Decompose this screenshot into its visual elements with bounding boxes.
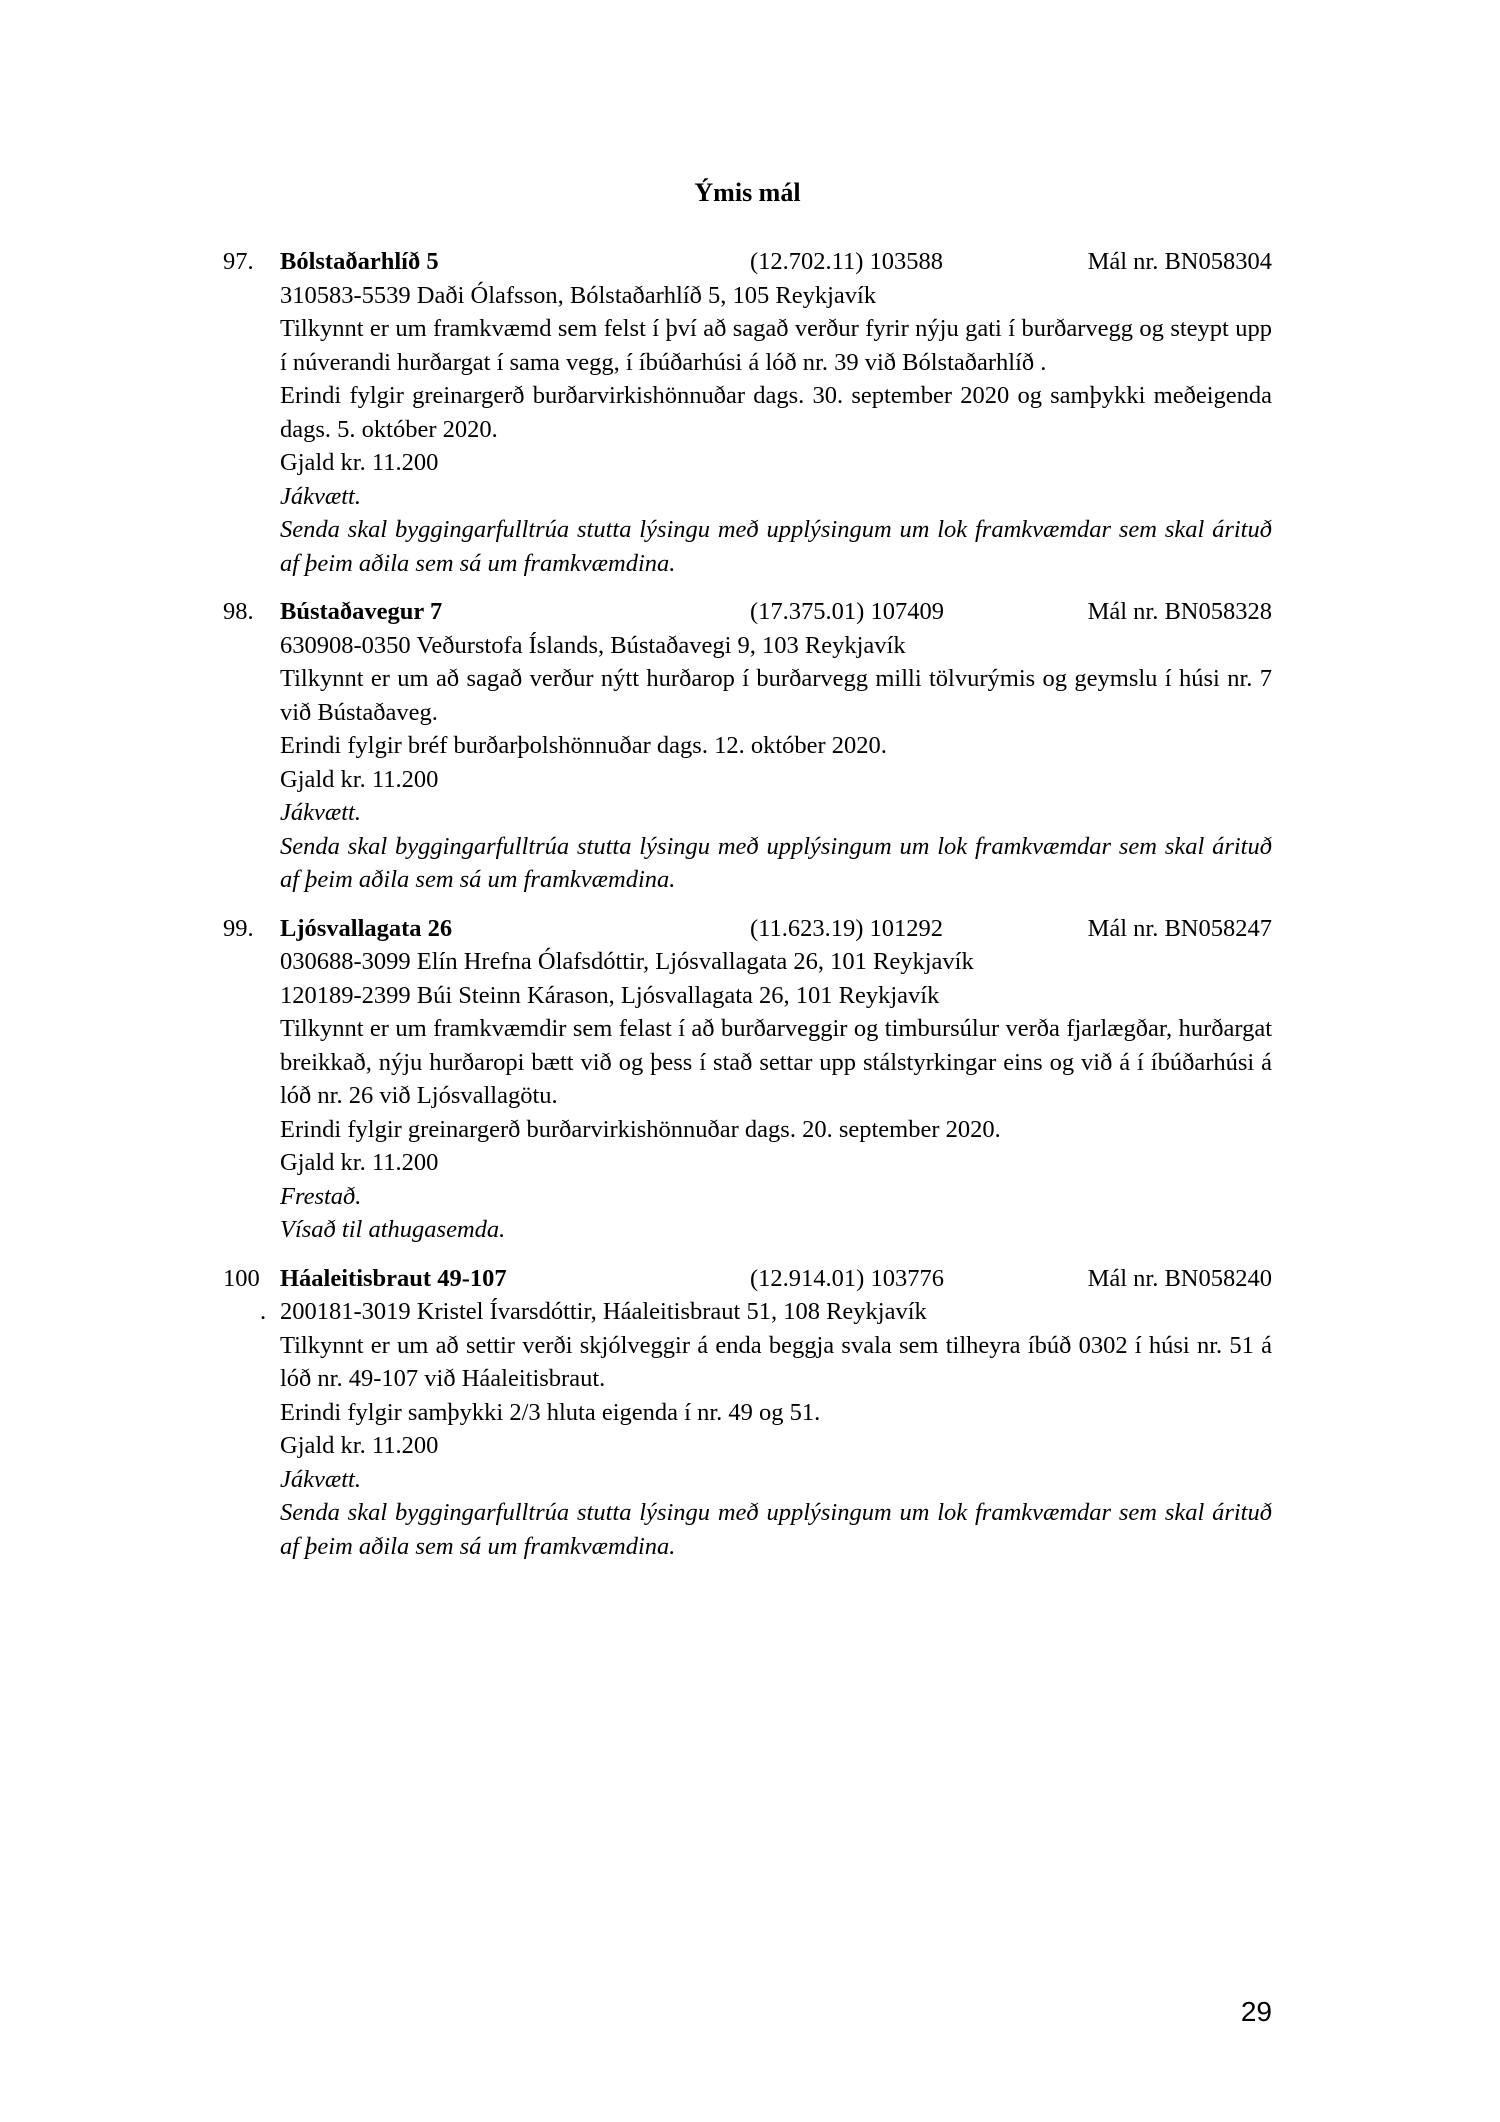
entry-case-number: Mál nr. BN058240 — [1087, 1264, 1272, 1292]
entry-attachment-note: Erindi fylgir bréf burðarþolshönnuðar dags. 12. október 2020. — [280, 732, 887, 759]
case-entry-98 — [223, 595, 1272, 897]
entry-decision: Frestað. — [280, 1182, 362, 1210]
entry-address: Bústaðavegur 7 — [280, 598, 443, 625]
entry-decision: Vísað til athugasemda. — [280, 1216, 506, 1243]
entry-case-number: Mál nr. BN058247 — [1087, 914, 1272, 942]
entry-case-number: Mál nr. BN058328 — [1087, 598, 1272, 625]
entry-index: 100 . — [223, 1262, 280, 1564]
entry-reference-number: (11.623.19) 101292 — [750, 914, 944, 942]
entry-index: 98. — [223, 598, 254, 625]
entry-fee: Gjald kr. 11.200 — [280, 449, 439, 476]
entry-reference-number: (12.914.01) 103776 — [750, 1264, 944, 1292]
entry-party-line: 630908-0350 Veðurstofa Íslands, Bústaðavegi 9, 103 Reykjavík — [280, 631, 906, 659]
entry-reference-number: (12.702.11) 103588 — [750, 248, 944, 275]
entry-party-line: 120189-2399 Búi Steinn Kárason, Ljósvallagata 26, 101 Reykjavík — [280, 981, 940, 1009]
entry-description: Tilkynnt er um framkvæmdir sem felast í að burðarveggir og timbursúlur verða fjarlægðar, hurðargat breikkað, nýju hurðaropi bætt við og þess í stað settar upp stálstyrkingar eins og við á í íbúðarhúsi á lóð nr. 26 við Ljósvallagötu. — [280, 1015, 1272, 1109]
entry-header — [280, 595, 1272, 629]
entry-header — [280, 1262, 1272, 1296]
entry-decision: Jákvætt. — [280, 1465, 361, 1493]
entry-description: Tilkynnt er um að sagað verður nýtt hurðarop í burðarvegg milli tölvurýmis og geymslu í húsi nr. 7 við Bústaðaveg. — [280, 665, 1272, 726]
entry-fee: Gjald kr. 11.200 — [280, 1149, 439, 1176]
entry-followup-note: Senda skal byggingarfulltrúa stutta lýsingu með upplýsingum um lok framkvæmdar sem skal árituð af þeim aðila sem sá um framkvæmdina. — [280, 832, 1272, 893]
case-entry-99 — [223, 912, 1272, 1247]
entry-reference-number: (17.375.01) 107409 — [750, 598, 944, 625]
entry-attachment-note: Erindi fylgir greinargerð burðarvirkishönnuðar dags. 20. september 2020. — [280, 1115, 1001, 1143]
page-number: 29 — [1240, 1996, 1272, 2027]
entry-address: Ljósvallagata 26 — [280, 914, 453, 942]
entry-index: 99. — [223, 914, 254, 942]
entry-header — [280, 912, 1272, 946]
entry-attachment-note: Erindi fylgir samþykki 2/3 hluta eigenda í nr. 49 og 51. — [280, 1398, 821, 1426]
entry-address: Bólstaðarhlíð 5 — [280, 248, 439, 275]
entry-decision: Jákvætt. — [280, 799, 361, 826]
page-title: Ýmis mál — [694, 178, 801, 207]
entry-description: Tilkynnt er um að settir verði skjólveggir á enda beggja svala sem tilheyra íbúð 0302 í húsi nr. 51 á lóð nr. 49-107 við Háaleitisbraut. — [280, 1331, 1272, 1392]
case-list — [223, 245, 1272, 1578]
entry-description: Tilkynnt er um framkvæmd sem felst í því að sagað verður fyrir nýju gati í burðarvegg og steypt upp í núverandi hurðargat í sama vegg, í íbúðarhúsi á lóð nr. 39 við Bólstaðarhlíð . — [280, 315, 1272, 376]
entry-fee: Gjald kr. 11.200 — [280, 765, 439, 793]
entry-case-number: Mál nr. BN058304 — [1087, 248, 1272, 275]
entry-party-line: 310583-5539 Daði Ólafsson, Bólstaðarhlíð 5, 105 Reykjavík — [280, 281, 877, 309]
entry-decision: Jákvætt. — [280, 482, 361, 510]
case-entry-100 — [223, 1262, 1272, 1564]
entry-party-line: 200181-3019 Kristel Ívarsdóttir, Háaleitisbraut 51, 108 Reykjavík — [280, 1298, 927, 1325]
entry-followup-note: Senda skal byggingarfulltrúa stutta lýsingu með upplýsingum um lok framkvæmdar sem skal árituð af þeim aðila sem sá um framkvæmdina. — [280, 1499, 1272, 1560]
entry-party-line: 030688-3099 Elín Hrefna Ólafsdóttir, Ljósvallagata 26, 101 Reykjavík — [280, 948, 974, 975]
case-entry-97 — [223, 245, 1272, 580]
entry-index-period: . — [260, 1298, 267, 1325]
entry-index: 97. — [223, 248, 254, 275]
entry-followup-note: Senda skal byggingarfulltrúa stutta lýsingu með upplýsingum um lok framkvæmdar sem skal árituð af þeim aðila sem sá um framkvæmdina. — [280, 516, 1272, 577]
entry-fee: Gjald kr. 11.200 — [280, 1432, 439, 1459]
entry-header — [280, 245, 1272, 279]
entry-attachment-note: Erindi fylgir greinargerð burðarvirkishönnuðar dags. 30. september 2020 og samþykki meðeigenda dags. 5. október 2020. — [280, 382, 1272, 443]
entry-address: Háaleitisbraut 49-107 — [280, 1264, 507, 1292]
